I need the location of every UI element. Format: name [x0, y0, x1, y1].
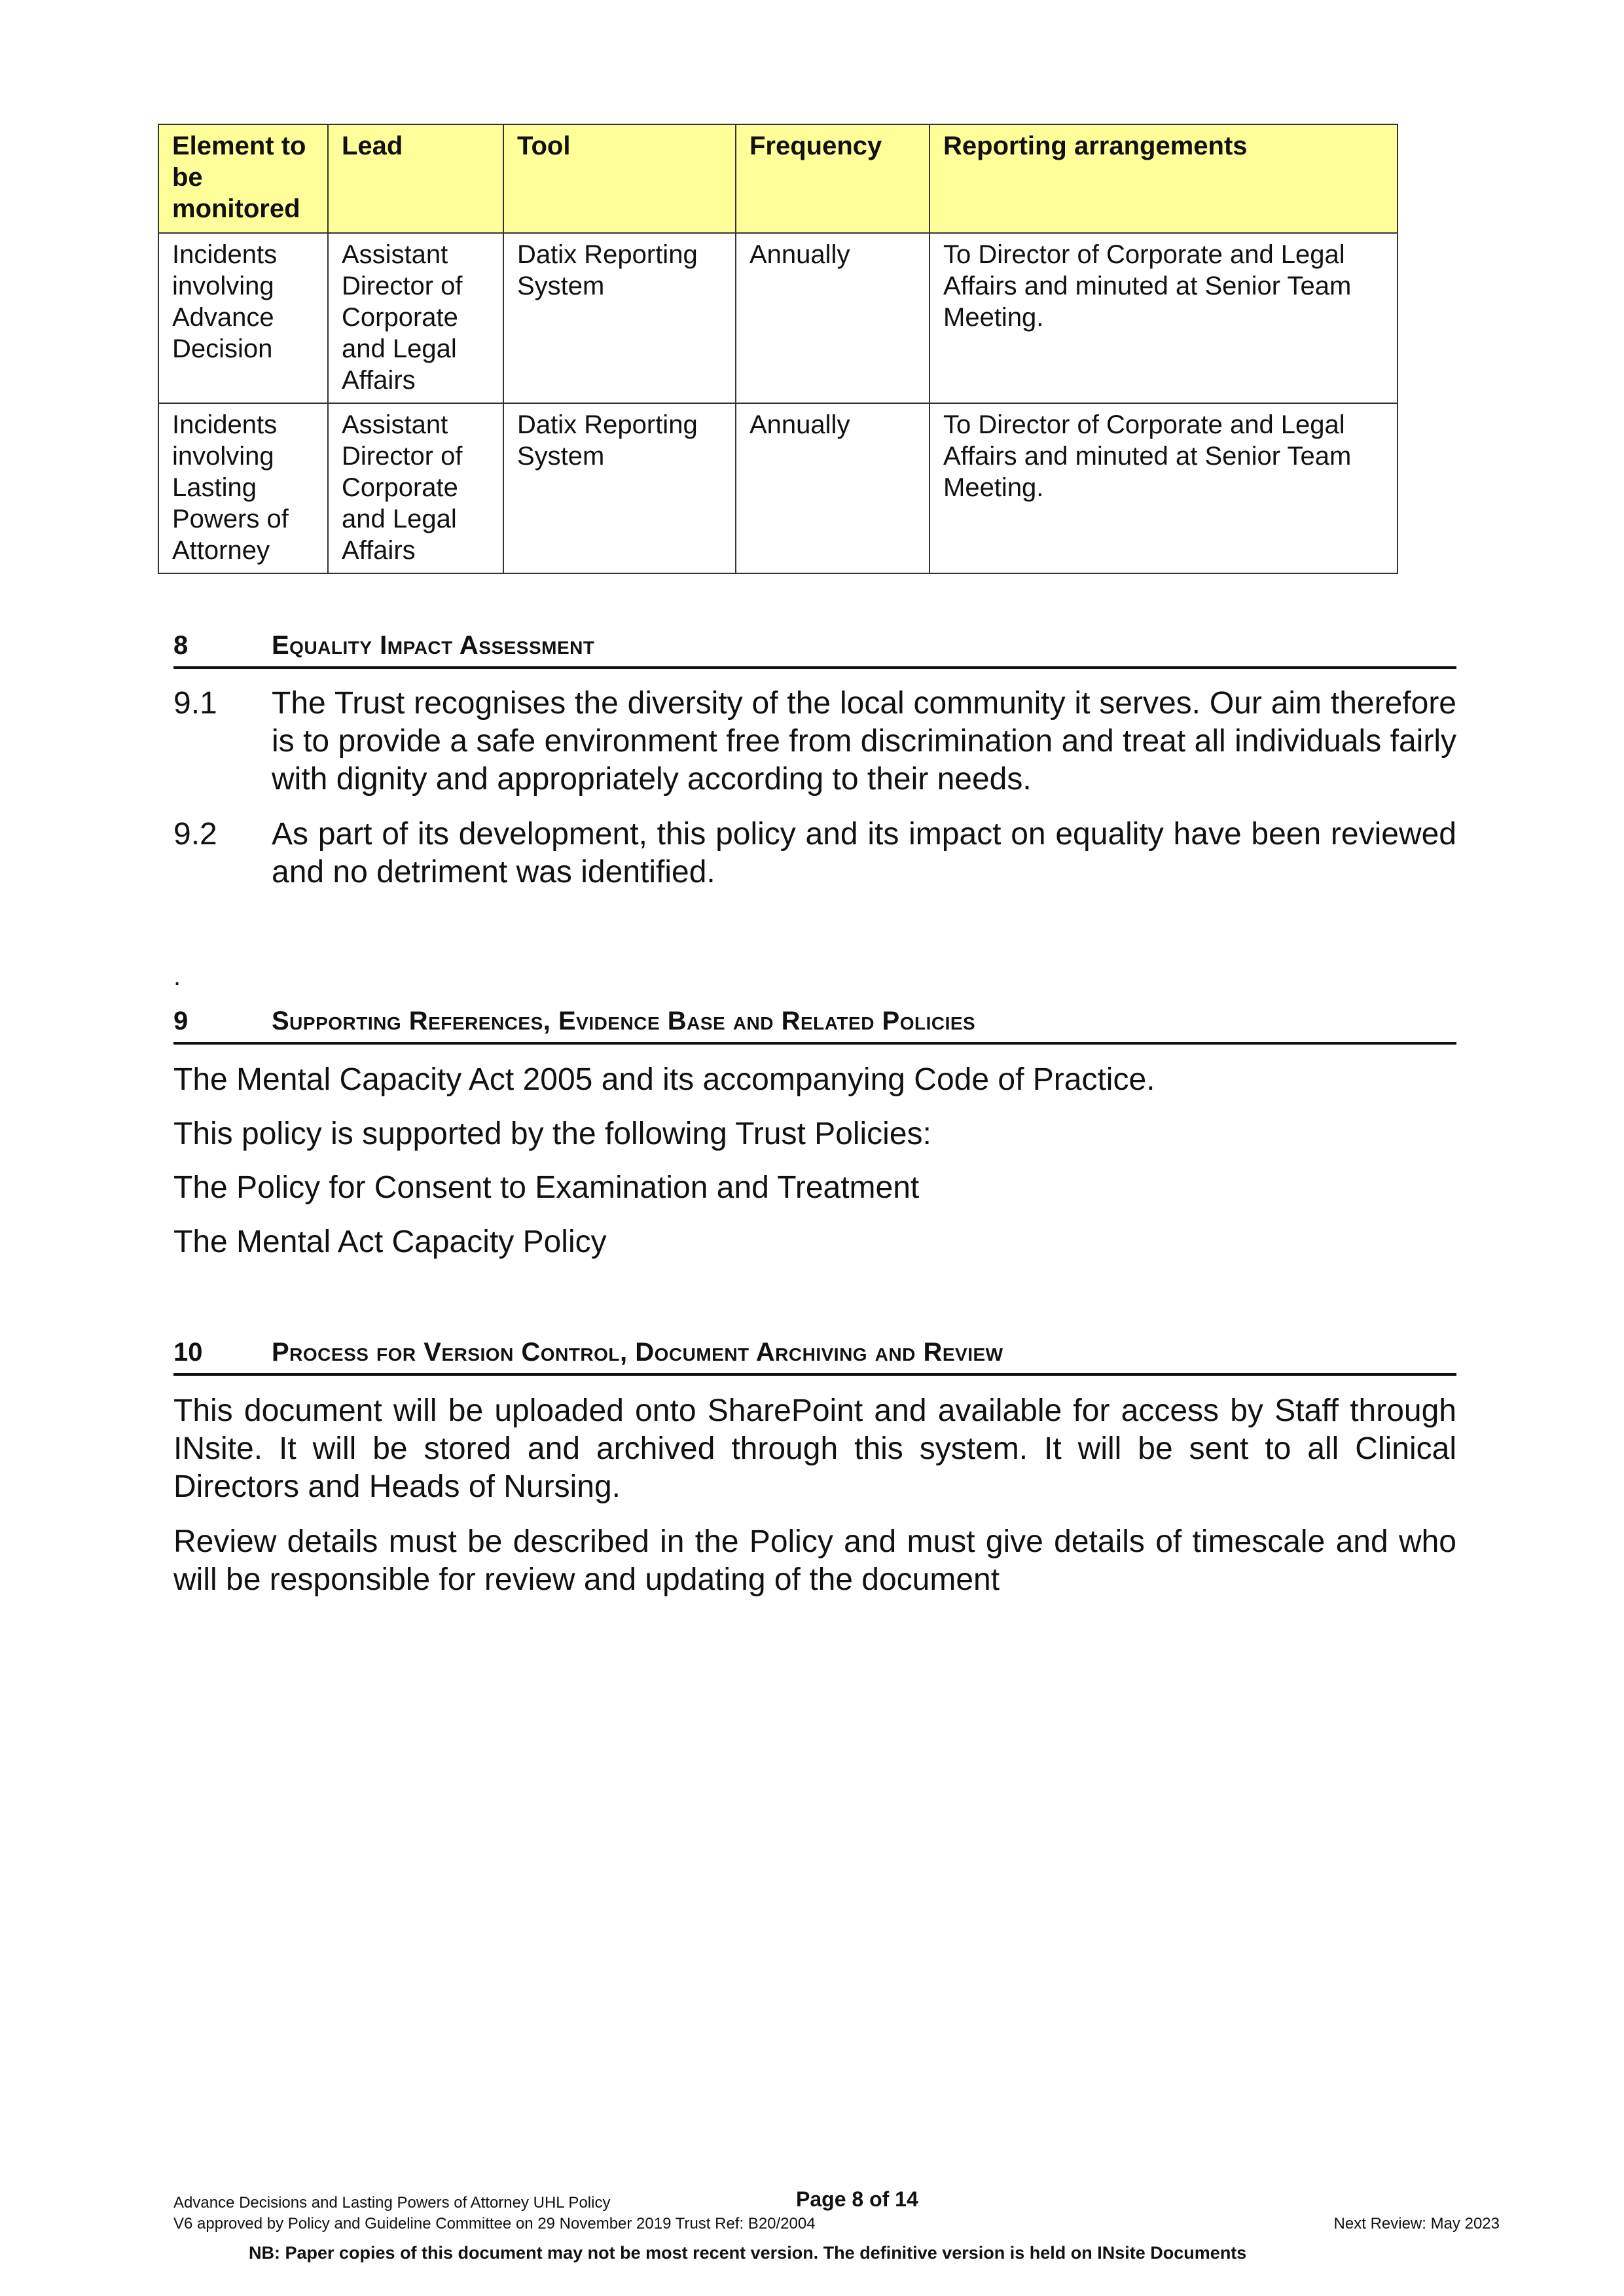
header-element: Element to be monitored [158, 124, 328, 233]
section-10-heading [173, 1336, 1456, 1376]
section-8-heading [173, 630, 1456, 669]
table-cell: Incidents involving Advance Decision [158, 233, 328, 403]
footer-doc-title: Advance Decisions and Lasting Powers of Attorney UHL Policy [173, 2194, 611, 2212]
table-cell: To Director of Corporate and Legal Affairs and minuted at Senior Team Meeting. [929, 233, 1398, 403]
review-paragraph: Review details must be described in the Policy and must give details of timescale and who will be responsible for review and updating of the document [173, 1524, 1456, 1597]
table-row [158, 403, 1398, 573]
paragraph-text: As part of its development, this policy and its impact on equality have been reviewed and no detriment was identified. [272, 817, 1456, 889]
paragraph-text: The Trust recognises the diversity of the local community it serves. Our aim therefore is to provide a safe environment free from discrimination and treat all individuals fairly with dignity and appropriately according to their needs. [272, 686, 1456, 797]
table-row [158, 233, 1398, 403]
paragraph-number: 9.1 [173, 686, 217, 721]
section-number: 8 [173, 631, 189, 660]
section-9-heading [173, 1005, 1456, 1045]
section-title: Process for Version Control, Document Archiving and Review [272, 1338, 1003, 1367]
stray-period: . [173, 962, 181, 991]
header-tool: Tool [503, 124, 736, 233]
footer-nb-notice: NB: Paper copies of this document may not be most recent version. The definitive version is held on INsite Documents [249, 2243, 1247, 2263]
table-header-row [158, 124, 1398, 233]
table-cell: Assistant Director of Corporate and Legal Affairs [328, 403, 503, 573]
section-title: Equality Impact Assessment [272, 631, 595, 660]
table-cell: Annually [736, 403, 929, 573]
paragraph-number: 9.2 [173, 817, 217, 852]
table-cell: Annually [736, 233, 929, 403]
header-reporting: Reporting arrangements [929, 124, 1398, 233]
reference-line: This policy is supported by the following Trust Policies: [173, 1117, 931, 1151]
section-title: Supporting References, Evidence Base and Related Policies [272, 1007, 976, 1035]
version-control-paragraph: This document will be uploaded onto SharePoint and available for access by Staff through INsite. It will be stored and archived through this system. It will be sent to all Clinical Directors and Heads of Nursing. [173, 1393, 1456, 1504]
header-lead: Lead [328, 124, 503, 233]
section-number: 10 [173, 1338, 203, 1367]
footer-next-review: Next Review: May 2023 [1333, 2215, 1500, 2233]
table-cell: Assistant Director of Corporate and Legal Affairs [328, 233, 503, 403]
table-cell: Datix Reporting System [503, 233, 736, 403]
section-number: 9 [173, 1007, 189, 1035]
reference-line: The Mental Capacity Act 2005 and its accompanying Code of Practice. [173, 1062, 1155, 1097]
table-cell: Datix Reporting System [503, 403, 736, 573]
header-frequency: Frequency [736, 124, 929, 233]
table-cell: Incidents involving Lasting Powers of Attorney [158, 403, 328, 573]
footer-page-number: Page 8 of 14 [796, 2187, 918, 2211]
reference-line: The Policy for Consent to Examination and Treatment [173, 1170, 920, 1205]
reference-line: The Mental Act Capacity Policy [173, 1225, 607, 1259]
footer-approval: V6 approved by Policy and Guideline Committee on 29 November 2019 Trust Ref: B20/2004 [173, 2215, 816, 2233]
table-cell: To Director of Corporate and Legal Affairs and minuted at Senior Team Meeting. [929, 403, 1398, 573]
paragraph-9-1 [173, 685, 1456, 797]
monitoring-table [158, 124, 1398, 574]
paragraph-9-2 [173, 816, 1456, 894]
